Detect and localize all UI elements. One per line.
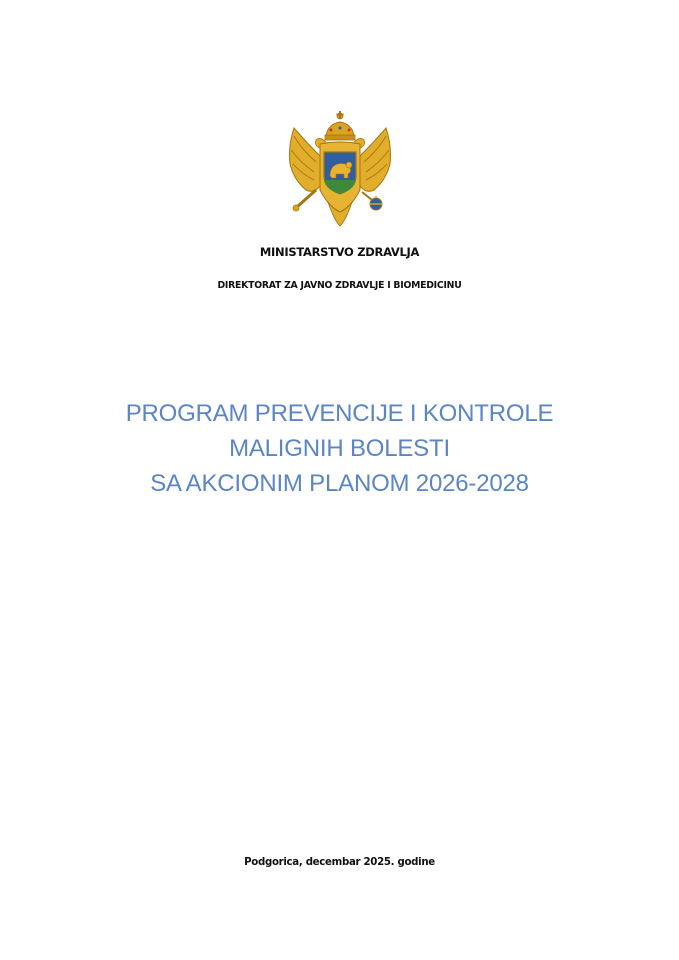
place-and-date: Podgorica, decembar 2025. godine — [244, 857, 435, 868]
crown-icon — [325, 111, 355, 140]
ministry-name: MINISTARSTVO ZDRAVLJA — [259, 245, 420, 259]
document-title-line-1: PROGRAM PREVENCIJE I KONTROLE — [125, 400, 554, 427]
directorate-name: DIREKTORAT ZA JAVNO ZDRAVLJE I BIOMEDICINU — [217, 280, 462, 291]
document-title-line-3: SA AKCIONIM PLANOM 2026-2028 — [150, 470, 529, 497]
document-title-line-2: MALIGNIH BOLESTI — [229, 435, 450, 462]
montenegro-coat-of-arms-icon — [276, 106, 404, 234]
document-title — [0, 396, 679, 501]
